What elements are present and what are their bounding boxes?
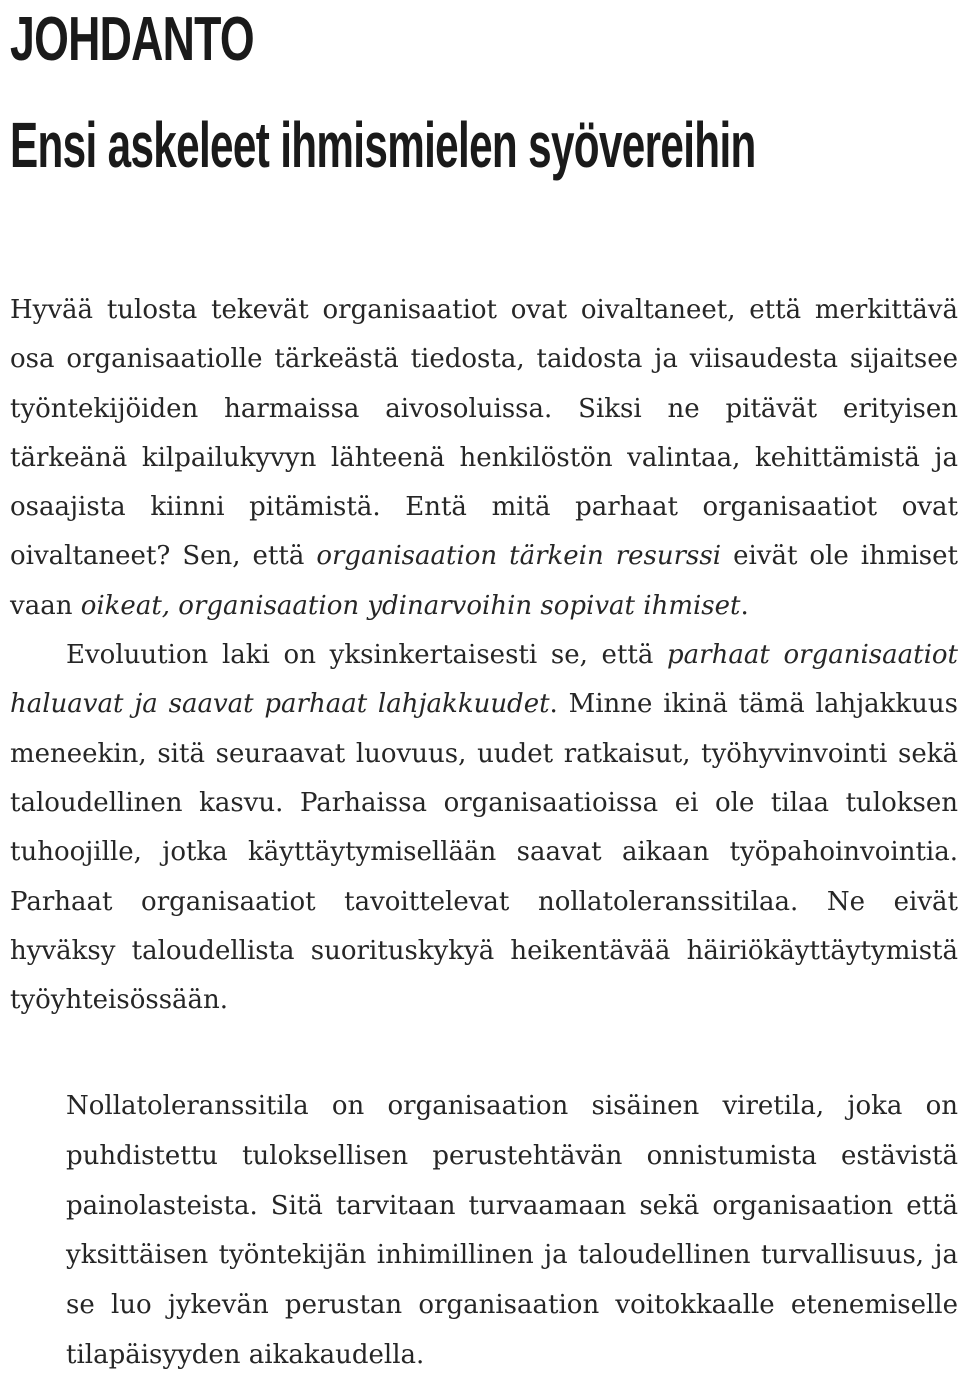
- main-text: [10, 286, 958, 1025]
- paragraph-2-text-a: Evoluution laki on yksinkertaisesti se, että: [66, 640, 668, 671]
- paragraph-1-text-c: .: [740, 590, 749, 621]
- paragraph-1-text-b: eivät ole ihmiset vaan: [10, 541, 958, 621]
- paragraph-1-emphasis-a: organisaation tärkein resurssi: [316, 541, 722, 572]
- chapter-title: Ensi askeleet ihmismielen syövereihin: [10, 109, 756, 181]
- paragraph-1-text-a: Hyvää tulosta tekevät organisaatiot ovat oivaltaneet, että merkittävä osa organisaatiolle tärkeästä tiedosta, taidosta ja viisaudesta sijaitsee työntekijöiden harmaissa aivosoluissa. Siksi ne pitävät erityisen tärkeänä kilpailukyvyn lähteenä henkilöstön valintaa, kehittämistä ja osaajista kiinni pitämistä. Entä mitä parhaat organisaatiot ovat oivaltaneet? Sen, että: [10, 295, 958, 572]
- paragraph-1-emphasis-b: oikeat, organisaation ydinarvoihin sopivat ihmiset: [80, 590, 741, 621]
- definition-block: Nollatoleranssitila on organisaation sisäinen viretila, joka on puhdistettu tuloksellisen perustehtävän onnistumista estävistä painolasteista. Sitä tarvitaan turvaamaan sekä organisaation että yksittäisen työntekijän inhimillinen ja taloudellinen turvallisuus, ja se luo jykevän perustan organisaation voitokkaalle etenemiselle tilapäisyyden aikakaudella.: [66, 1091, 958, 1370]
- paragraph-2-emphasis: parhaat organisaatiot haluavat ja saavat parhaat lahjakkuudet: [10, 640, 958, 720]
- chapter-label: JOHDANTO: [10, 5, 254, 74]
- paragraph-2-text-b: . Minne ikinä tämä lahjakkuus meneekin, sitä seuraavat luovuus, uudet ratkaisut, työhyvinvointi sekä taloudellinen kasvu. Parhaissa organisaatioissa ei ole tilaa tuloksen tuhoojille, jotka käyttäytymisellään saavat aikaan työpahoinvointia. Parhaat organisaatiot tavoittelevat nollatoleranssitilaa. Ne eivät hyväksy taloudellista suorituskykyä heikentävää häiriökäyttäytymistä työyhteisössään.: [10, 689, 959, 1016]
- paragraph-2: [10, 631, 958, 1025]
- paragraph-1: [10, 286, 958, 631]
